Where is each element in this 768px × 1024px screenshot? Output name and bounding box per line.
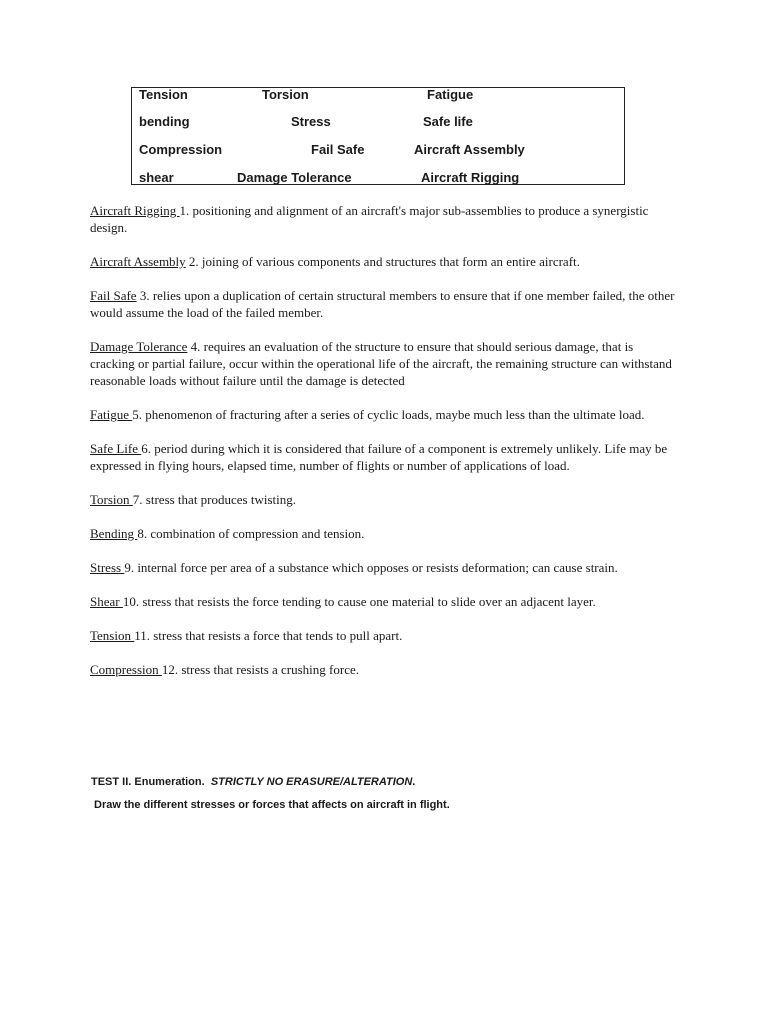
answer-item [90,559,680,576]
answer-term: Safe Life [90,441,142,456]
answer-item [90,287,680,321]
test-two-section [91,776,691,811]
answer-item [90,627,680,644]
definition-text: 1. positioning and alignment of an aircraft's major sub-assemblies to produce a synergistic design. [90,203,649,235]
word-bank-term: Damage Tolerance [237,170,352,185]
answer-item [90,491,680,508]
word-bank-term: Tension [139,87,188,102]
definition-text: 4. requires an evaluation of the structure to ensure that should serious damage, that is cracking or partial failure, occur within the operational life of the aircraft, the remaining structure can withstand reasonable loads without failure until the damage is detected [90,339,672,388]
word-bank-term: Stress [291,114,331,129]
answer-item [90,525,680,542]
test-two-heading-line [91,776,691,788]
answer-item [90,406,680,423]
answer-term: Damage Tolerance [90,339,188,354]
word-bank-term: Compression [139,142,223,157]
word-bank-term: Safe life [423,114,473,129]
definition-text: 11. stress that resists a force that tends to pull apart. [134,628,403,643]
answer-item [90,338,680,389]
word-bank-term: Fail Safe [311,142,365,157]
answer-item [90,661,680,678]
answer-item [90,253,680,270]
answer-term: Bending [90,526,138,541]
answer-term: Compression [90,662,162,677]
word-bank-term: Fatigue [427,87,474,102]
test-two-heading: TEST II. Enumeration. [91,776,205,788]
answer-item [90,440,680,474]
answer-term: Aircraft Rigging [90,203,180,218]
definition-text: 10. stress that resists the force tending to cause one material to slide over an adjacent layer. [122,594,596,609]
test-two-instruction: STRICTLY NO ERASURE/ALTERATION [210,776,413,788]
answer-term: Aircraft Assembly [90,254,186,269]
answer-list [90,202,680,695]
answer-term: Torsion [90,492,133,507]
word-bank-term: shear [139,170,174,185]
answer-term: Tension [90,628,135,643]
answer-term: Fail Safe [90,288,137,303]
test-two-task: Draw the different stresses or forces that affects on aircraft in flight. [94,799,450,811]
definition-text: 7. stress that produces twisting. [132,492,297,507]
answer-item [90,202,680,236]
definition-text: 5. phenomenon of fracturing after a series of cyclic loads, maybe much less than the ultimate load. [132,407,645,422]
definition-text: 3. relies upon a duplication of certain structural members to ensure that if one member failed, the other would assume the load of the failed member. [90,288,675,320]
definition-text: 12. stress that resists a crushing force. [161,662,359,677]
word-bank-term: Aircraft Rigging [421,170,520,185]
answer-item [90,593,680,610]
answer-term: Stress [90,560,125,575]
definition-text: 8. combination of compression and tension. [137,526,365,541]
answer-term: Shear [90,594,123,609]
definition-text: 9. internal force per area of a substance which opposes or resists deformation; can cause strain. [124,560,618,575]
word-bank-term: bending [139,114,190,129]
heading-period: . [412,776,416,788]
answer-term: Fatigue [90,407,133,422]
word-bank-term: Torsion [262,87,309,102]
definition-text: 2. joining of various components and structures that form an entire aircraft. [185,254,580,269]
definition-text: 6. period during which it is considered that failure of a component is extremely unlikely. Life may be expressed in flying hours, elapsed time, number of flights or number of applications of load. [90,441,668,473]
word-bank-box [131,87,625,185]
word-bank-term: Aircraft Assembly [414,142,525,157]
